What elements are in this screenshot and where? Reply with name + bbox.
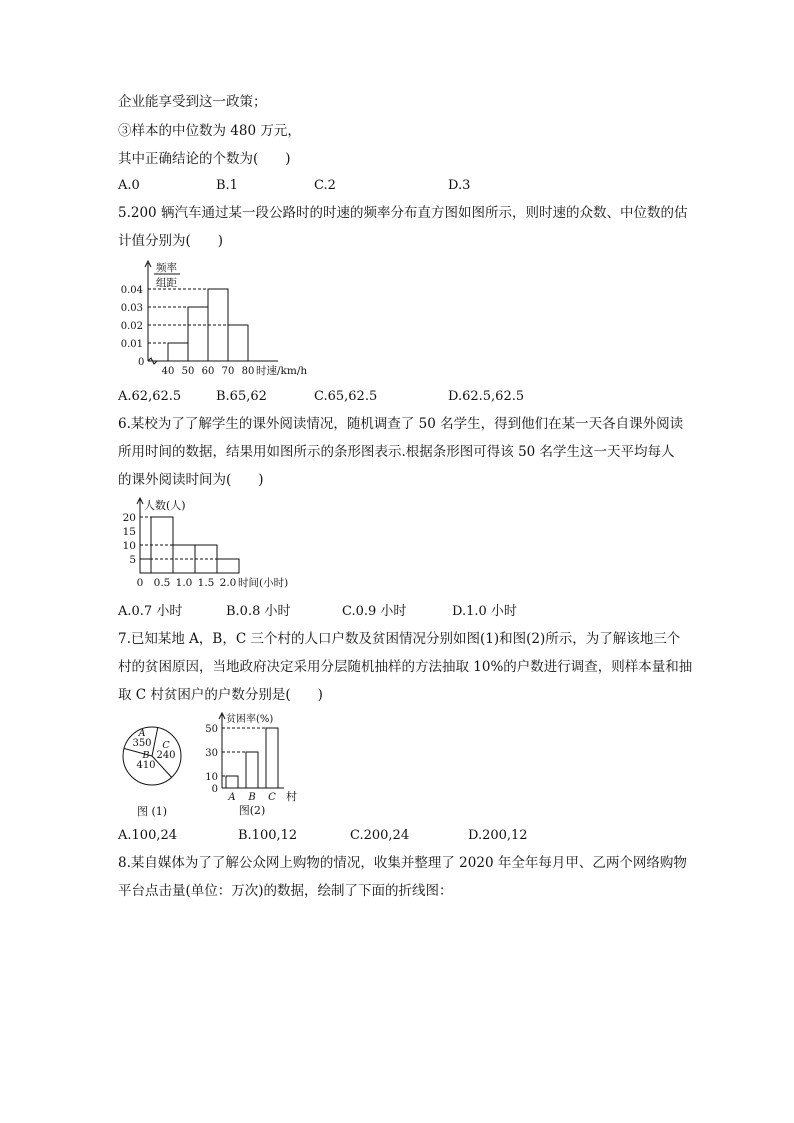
y-axis-label: 人数(人)	[144, 499, 186, 512]
poverty-rate-bar-chart	[200, 710, 310, 820]
y-label-top: 频率	[156, 262, 177, 274]
y-tick-label: 0	[211, 784, 218, 795]
bar	[140, 559, 151, 573]
x-axis-label: 村	[286, 790, 297, 803]
households-pie-chart	[118, 725, 188, 820]
y-tick-label: 10	[122, 540, 136, 552]
q5-option-d: D.62.5,62.5	[448, 389, 525, 404]
q8-line-2: 平台点击量(单位：万次)的数据，绘制了下面的折线图：	[118, 883, 453, 899]
x-tick-label: 80	[241, 366, 255, 377]
q7-option-a: A.100,24	[118, 828, 178, 843]
x-tick-label: 2.0	[219, 577, 237, 589]
x-category-label: C	[268, 792, 276, 803]
y-tick-label: 5	[129, 554, 136, 566]
q8-line-1: 8.某自媒体为了了解公众网上购物的情况，收集并整理了 2020 年全年每月甲、乙两个网络购物	[118, 855, 687, 871]
q6-option-d: D.1.0 小时	[452, 604, 517, 619]
x-tick-label: 0	[136, 577, 144, 589]
x-tick-label: 60	[201, 366, 215, 377]
q5-option-c: C.65,62.5	[314, 389, 378, 404]
q5-line-1: 5.200 辆汽车通过某一段公路时的时速的频率分布直方图如图所示，则时速的众数、中位数的估	[118, 205, 688, 221]
q6-option-a: A.0.7 小时	[118, 604, 183, 619]
frequency-histogram	[118, 255, 338, 380]
q6-line-3: 的课外阅读时间为( )	[118, 472, 264, 488]
q7-line-3: 取 C 村贫困户的户数分别是( )	[118, 687, 323, 703]
x-category-label: B	[248, 792, 256, 803]
y-tick-label: 20	[122, 512, 136, 524]
pie-slice-letter: A	[138, 728, 146, 739]
histogram-bar	[188, 307, 208, 361]
y-axis-label: 贫困率(%)	[226, 714, 274, 725]
q4-option-a: A.0	[118, 178, 140, 193]
y-tick-label: 0.02	[120, 321, 143, 332]
intro-line-3: 其中正确结论的个数为( )	[118, 151, 291, 167]
bar-caption: 图(2)	[238, 804, 266, 817]
y-tick-label: 0.01	[120, 339, 143, 350]
x-category-label: A	[228, 792, 236, 803]
y-tick-label: 0.04	[120, 285, 143, 296]
pie-slice-value: 240	[156, 750, 176, 761]
intro-line-2: ③样本的中位数为 480 万元，	[118, 123, 301, 139]
q5-option-b: B.65,62	[216, 389, 267, 404]
q4-option-c: C.2	[314, 178, 336, 193]
q6-line-1: 6.某校为了了解学生的课外阅读情况，随机调查了 50 名学生，得到他们在某一天各自课外阅读	[118, 416, 684, 432]
y-tick-label: 10	[205, 772, 218, 783]
histogram-bar	[168, 343, 188, 361]
y-label-bottom: 组距	[156, 277, 177, 289]
x-tick-label: 50	[181, 366, 195, 377]
bar	[217, 559, 239, 573]
y-tick-label: 30	[205, 748, 218, 759]
pie-slice-value: 410	[136, 760, 156, 771]
q7-option-d: D.200,12	[468, 828, 528, 843]
origin-label: 0	[138, 357, 145, 368]
x-tick-label: 40	[161, 366, 175, 377]
histogram-bar	[228, 325, 248, 361]
y-tick-label: 0.03	[120, 303, 143, 314]
q5-line-2: 计值分别为( )	[118, 233, 224, 249]
q4-option-b: B.1	[216, 178, 238, 193]
q6-line-2: 所用时间的数据，结果用如图所示的条形图表示.根据条形图可得该 50 名学生这一天平均每人	[118, 444, 675, 460]
pie-caption: 图 (1)	[136, 805, 168, 818]
q5-option-a: A.62,62.5	[118, 389, 182, 404]
q7-option-b: B.100,12	[238, 828, 298, 843]
reading-time-bar-chart	[118, 495, 318, 595]
bar	[246, 752, 258, 788]
x-tick-label: 70	[221, 366, 235, 377]
x-axis-label: 时间(小时)	[238, 577, 289, 589]
q7-line-2: 村的贫困原因，当地政府决定采用分层随机抽样的方法抽取 10%的户数进行调查，则样本量和抽	[118, 659, 693, 675]
x-tick-label: 1.0	[175, 577, 193, 589]
q6-option-c: C.0.9 小时	[342, 604, 407, 619]
intro-line-1: 企业能享受到这一政策；	[118, 94, 267, 110]
pie-slice-value: 350	[132, 738, 152, 749]
pie-slice-letter: C	[162, 740, 170, 751]
bar	[226, 776, 238, 788]
x-tick-label: 1.5	[197, 577, 215, 589]
q6-option-b: B.0.8 小时	[226, 604, 291, 619]
pie-slice-letter: B	[142, 750, 150, 761]
y-tick-label: 15	[122, 526, 136, 538]
q7-option-c: C.200,24	[350, 828, 410, 843]
q4-option-d: D.3	[448, 178, 471, 193]
q7-line-1: 7.已知某地 A，B，C 三个村的人口户数及贫困情况分别如图(1)和图(2)所示，为了解该地三个	[118, 631, 681, 647]
bar	[266, 728, 278, 788]
x-tick-label: 0.5	[153, 577, 171, 589]
x-axis-label: 时速/km/h	[256, 365, 308, 377]
y-tick-label: 50	[205, 724, 218, 735]
